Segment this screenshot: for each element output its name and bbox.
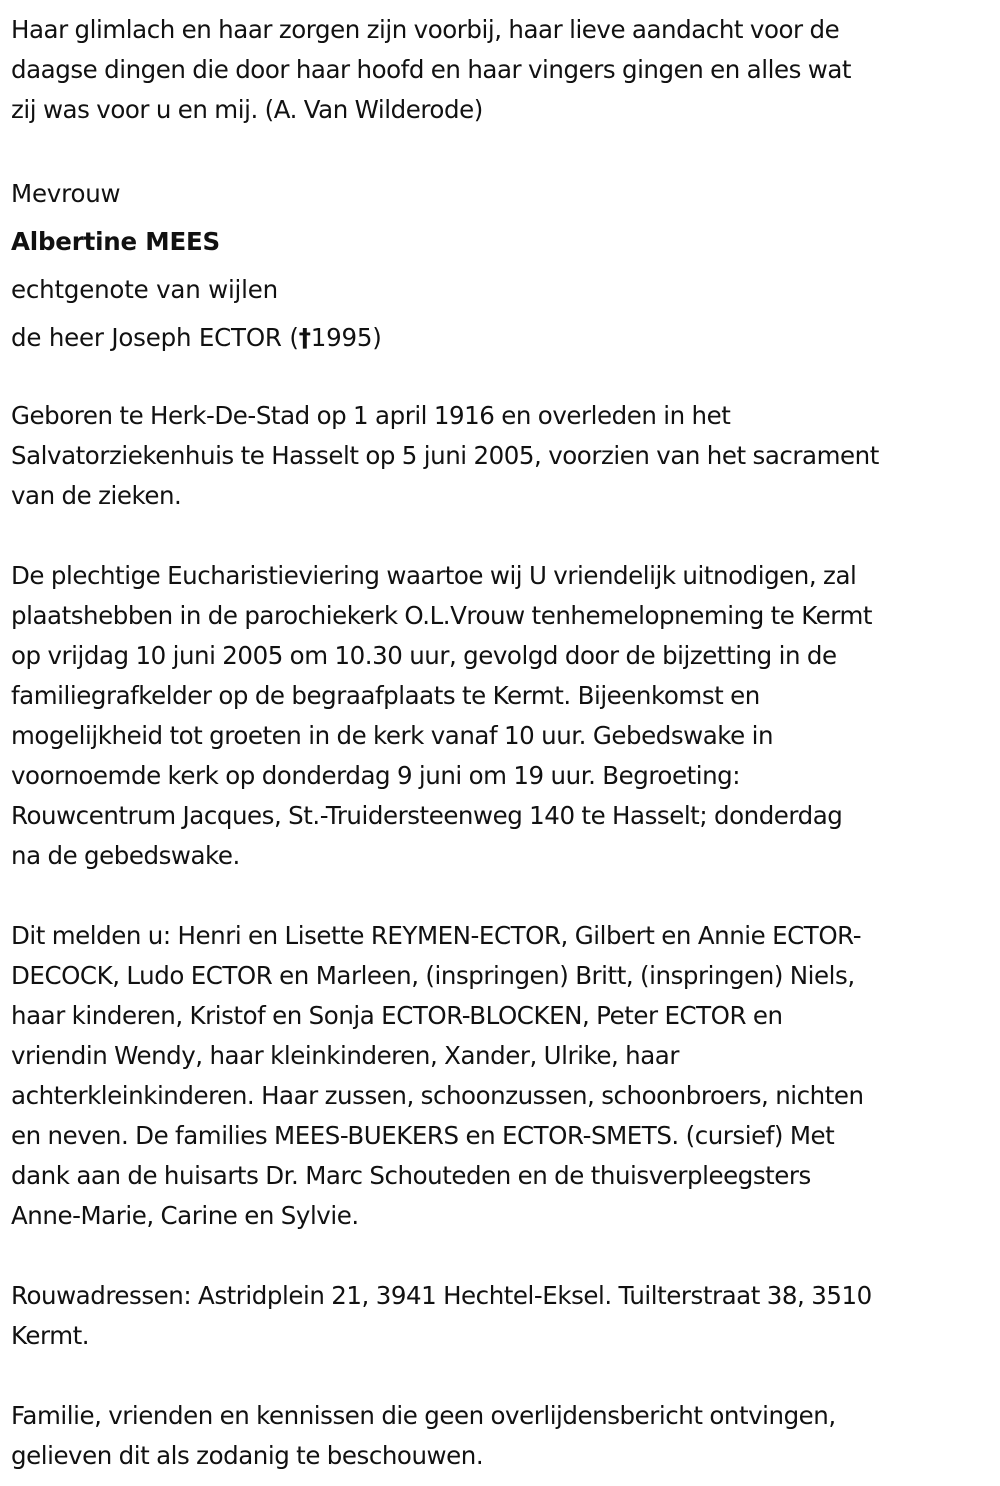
quote-line: daagse dingen die door haar hoofd en haar vingers gingen en alles wat (11, 55, 852, 84)
spouse-name: de heer Joseph ECTOR ( (11, 323, 299, 352)
text-line: plaatshebben in de parochiekerk O.L.Vrouw tenhemelopneming te Kermt (11, 601, 873, 630)
text-line: achterkleinkinderen. Haar zussen, schoonzussen, schoonbroers, nichten (11, 1081, 864, 1110)
text-line: na de gebedswake. (11, 841, 240, 870)
quote-line: zij was voor u en mij. (A. Van Wilderode) (11, 95, 483, 124)
text-line: Salvatorziekenhuis te Hasselt op 5 juni 2005, voorzien van het sacrament (11, 441, 879, 470)
text-line: mogelijkheid tot groeten in de kerk vanaf 10 uur. Gebedswake in (11, 721, 774, 750)
text-line: gelieven dit als zodanig te beschouwen. (11, 1441, 484, 1470)
text-line: Rouwadressen: Astridplein 21, 3941 Hechtel-Eksel. Tuilterstraat 38, 3510 (11, 1281, 872, 1310)
text-line: op vrijdag 10 juni 2005 om 10.30 uur, gevolgd door de bijzetting in de (11, 641, 837, 670)
text-line: De plechtige Eucharistieviering waartoe wij U vriendelijk uitnodigen, zal (11, 561, 857, 590)
spouse-death-year: 1995) (310, 323, 382, 352)
text-line: dank aan de huisarts Dr. Marc Schouteden en de thuisverpleegsters (11, 1161, 811, 1190)
spacer (11, 362, 989, 396)
mourning-addresses-paragraph (11, 1276, 989, 1356)
relation-text: echtgenote van wijlen (11, 275, 278, 304)
spacer (11, 1236, 989, 1276)
spacer (11, 1356, 989, 1396)
text-line: Anne-Marie, Carine en Sylvie. (11, 1201, 359, 1230)
deceased-header (11, 170, 989, 362)
text-line: en neven. De families MEES-BUEKERS en ECTOR-SMETS. (cursief) Met (11, 1121, 835, 1150)
text-line: familiegrafkelder op de begraafplaats te Kermt. Bijeenkomst en (11, 681, 760, 710)
birth-death-paragraph (11, 396, 989, 516)
text-line: DECOCK, Ludo ECTOR en Marleen, (inspringen) Britt, (inspringen) Niels, (11, 961, 855, 990)
text-line: vriendin Wendy, haar kleinkinderen, Xander, Ulrike, haar (11, 1041, 679, 1070)
text-line: van de zieken. (11, 481, 182, 510)
text-line: Rouwcentrum Jacques, St.-Truidersteenweg 140 te Hasselt; donderdag (11, 801, 843, 830)
deceased-name: Albertine MEES (11, 227, 220, 256)
closing-paragraph (11, 1396, 989, 1476)
dagger-icon: † (298, 323, 311, 352)
honorific: Mevrouw (11, 179, 121, 208)
text-line: Familie, vrienden en kennissen die geen overlijdensbericht ontvingen, (11, 1401, 836, 1430)
spouse-line (11, 314, 989, 362)
memorial-quote (11, 0, 989, 130)
family-announcement-paragraph (11, 916, 989, 1236)
text-line: haar kinderen, Kristof en Sonja ECTOR-BLOCKEN, Peter ECTOR en (11, 1001, 783, 1030)
funeral-service-paragraph (11, 556, 989, 876)
text-line: Geboren te Herk-De-Stad op 1 april 1916 en overleden in het (11, 401, 731, 430)
spacer (11, 130, 989, 170)
quote-line: Haar glimlach en haar zorgen zijn voorbij, haar lieve aandacht voor de (11, 15, 840, 44)
text-line: voornoemde kerk op donderdag 9 juni om 19 uur. Begroeting: (11, 761, 741, 790)
text-line: Kermt. (11, 1321, 90, 1350)
spacer (11, 876, 989, 916)
text-line: Dit melden u: Henri en Lisette REYMEN-ECTOR, Gilbert en Annie ECTOR- (11, 921, 862, 950)
spacer (11, 516, 989, 556)
